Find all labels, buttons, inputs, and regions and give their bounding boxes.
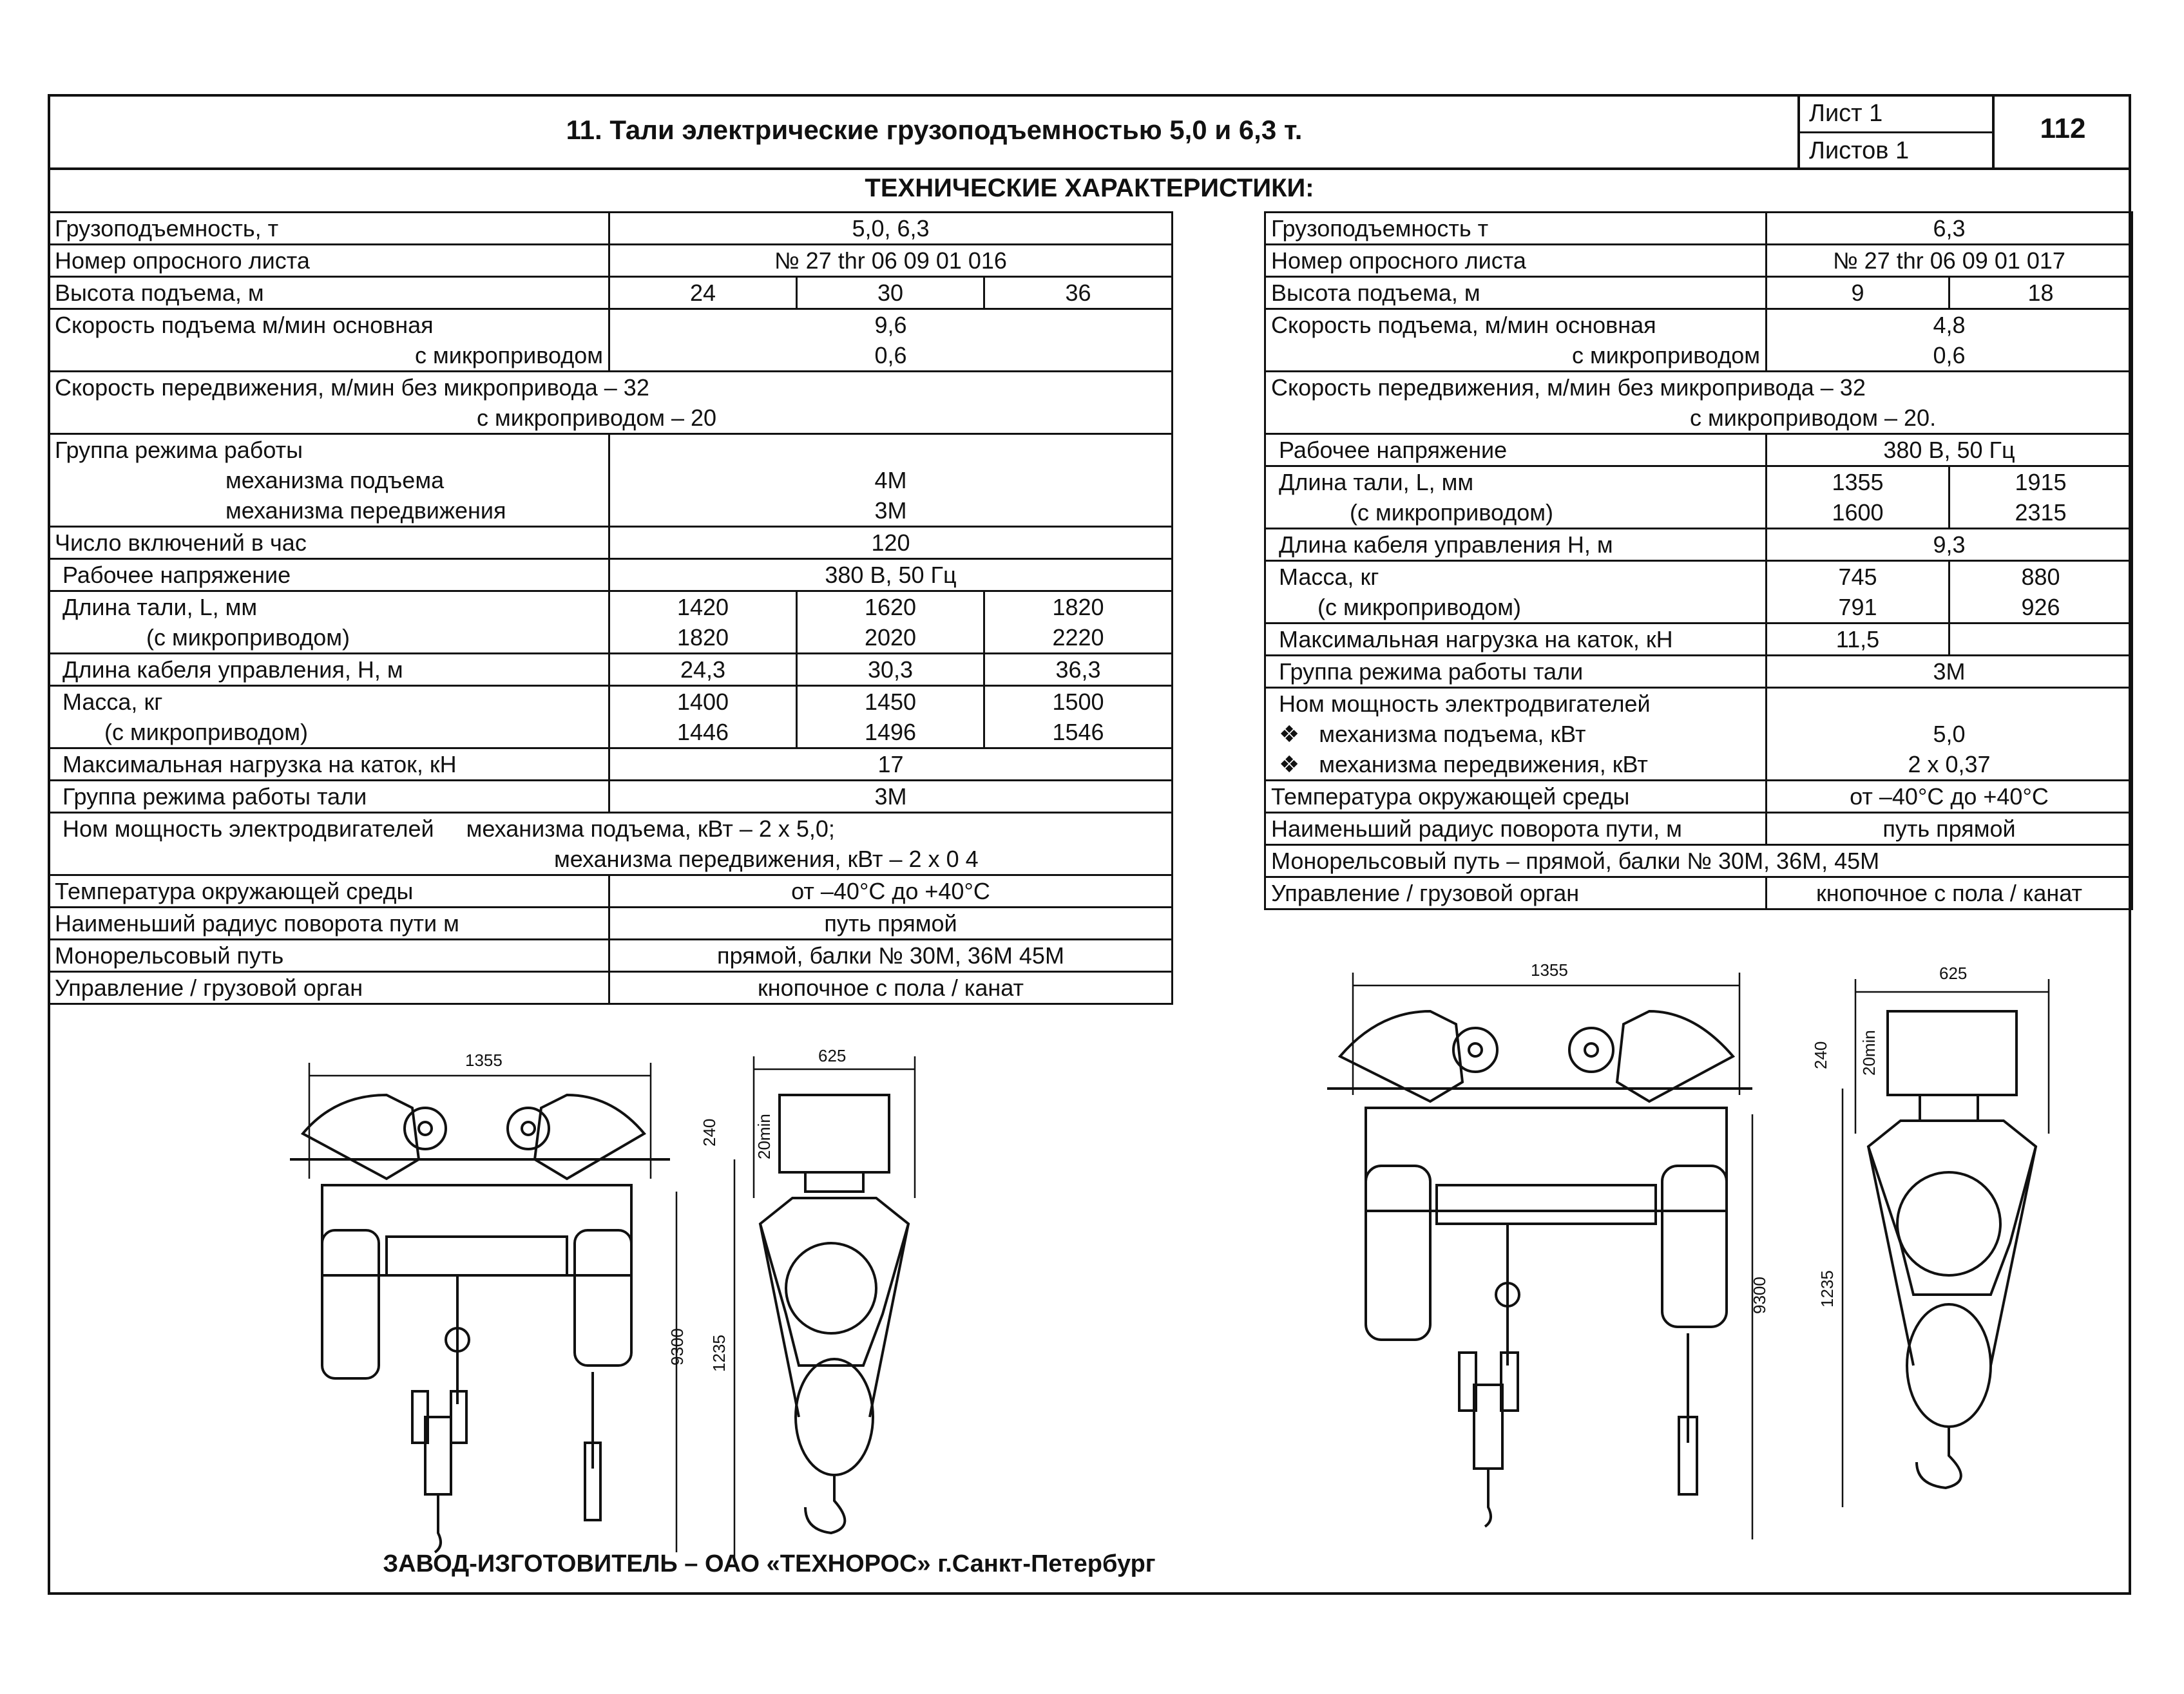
row-value: 24,3: [609, 654, 797, 686]
row-label: Температура окружающей среды: [49, 875, 609, 908]
row-sublabel: с микроприводом – 20: [477, 404, 717, 431]
row-label: Группа режима работы тали: [1265, 656, 1767, 688]
row-label: Скорость подъема м/мин основная: [55, 312, 434, 338]
row-value: № 27 thr 06 09 01 017: [1767, 245, 2132, 277]
row-label: Максимальная нагрузка на каток, кН: [1265, 623, 1767, 656]
row-label: Группа режима работы: [55, 437, 303, 463]
row-value: 17: [609, 748, 1173, 781]
page-number: 112: [2040, 113, 2086, 144]
row-value: 2 х 0,37: [1908, 751, 1991, 777]
row-value: 880: [2021, 564, 2060, 590]
row-value: 2220: [1052, 624, 1104, 651]
row-value: 120: [609, 527, 1173, 559]
row-sublabel: механизма передвижения: [225, 497, 506, 524]
row-label: Грузоподъемность т: [1265, 213, 1767, 245]
row-value: кнопочное с пола / канат: [1767, 877, 2132, 909]
row-label: Грузоподъемность, т: [49, 213, 609, 245]
left-side-height-dim: 1235: [709, 1335, 729, 1372]
left-front-view: [290, 1051, 687, 1552]
row-value: 745: [1838, 564, 1877, 590]
right-front-width-dim: 1355: [1531, 960, 1568, 980]
right-side-height-dim: 1235: [1817, 1270, 1837, 1308]
right-side-width-dim: 625: [1939, 964, 1968, 983]
row-label: Управление / грузовой орган: [49, 972, 609, 1004]
row-label: Управление / грузовой орган: [1265, 877, 1767, 909]
row-label: Максимальная нагрузка на каток, кН: [49, 748, 609, 781]
row-value: 30,3: [797, 654, 984, 686]
row-value: 3М: [874, 497, 907, 524]
section-title: ТЕХНИЧЕСКИЕ ХАРАКТЕРИСТИКИ:: [865, 174, 1314, 202]
bullet-icon: ❖: [1279, 751, 1300, 777]
row-value: 1915: [2015, 469, 2067, 495]
row-value: от –40°С до +40°С: [609, 875, 1173, 908]
row-sublabel: механизма подъема: [225, 467, 445, 493]
row-label: Масса, кг: [1279, 564, 1379, 590]
row-value: от –40°С до +40°С: [1767, 781, 2132, 813]
row-value: 9,6: [874, 312, 907, 338]
row-value: 1446: [676, 719, 729, 745]
row-value: 4М: [874, 467, 907, 493]
row-value: 6,3: [1767, 213, 2132, 245]
left-side-top-dim: 240: [700, 1118, 719, 1147]
row-value: 36,3: [984, 654, 1173, 686]
row-value: 1496: [864, 719, 917, 745]
row-value: 24: [609, 277, 797, 309]
row-sublabel: (с микроприводом): [104, 719, 308, 745]
row-value: 1420: [676, 594, 729, 620]
row-sublabel: (с микроприводом): [1317, 594, 1521, 620]
row-sublabel: (с микроприводом): [146, 624, 350, 651]
row-label: Длина кабеля управления, Н, м: [49, 654, 609, 686]
row-label: Высота подъема, м: [1265, 277, 1767, 309]
row-label: Скорость передвижения, м/мин без микропривода – 32: [55, 374, 649, 401]
left-front-width-dim: 1355: [465, 1051, 503, 1070]
row-value: 36: [984, 277, 1173, 309]
row-value: 1820: [676, 624, 729, 651]
row-value: 380 В, 50 Гц: [609, 559, 1173, 591]
row-value: 1820: [1052, 594, 1104, 620]
row-sublabel: с микроприводом – 20.: [1690, 404, 1937, 431]
row-value: 2020: [864, 624, 917, 651]
row-value: кнопочное с пола / канат: [609, 972, 1173, 1004]
row-value: 3М: [609, 781, 1173, 813]
row-label: Ном мощность электродвигателей: [62, 815, 434, 842]
manufacturer-footer: ЗАВОД-ИЗГОТОВИТЕЛЬ – ОАО «ТЕХНОРОС» г.Санкт-Петербург: [383, 1550, 1156, 1577]
right-side-min-dim: 20min: [1859, 1030, 1879, 1076]
row-label: Длина тали, L, мм: [1279, 469, 1474, 495]
row-value: механизма передвижения, кВт – 2 х 0 4: [554, 846, 979, 872]
row-value: 1500: [1052, 689, 1104, 715]
row-label: Рабочее напряжение: [1265, 434, 1767, 466]
row-value: 380 В, 50 Гц: [1767, 434, 2132, 466]
right-front-view: [1327, 960, 1769, 1539]
row-label: Рабочее напряжение: [49, 559, 609, 591]
bullet-icon: ❖: [1279, 721, 1300, 747]
row-sublabel: механизма передвижения, кВт: [1319, 751, 1648, 777]
left-side-width-dim: 625: [818, 1046, 847, 1065]
page-title: 11. Тали электрические грузоподъемностью 5,0 и 6,3 т.: [566, 115, 1303, 145]
row-label: Масса, кг: [62, 689, 163, 715]
row-value: 1600: [1832, 499, 1884, 526]
right-side-view: [1811, 964, 2049, 1507]
row-value: 11,5: [1767, 623, 1949, 656]
row-label: Монорельсовый путь – прямой, балки № 30М, 36М, 45М: [1265, 845, 2132, 877]
row-value: 4,8: [1933, 312, 1966, 338]
row-label: Высота подъема, м: [49, 277, 609, 309]
sheets-label: Листов 1: [1809, 137, 1910, 164]
row-label: Ном мощность электродвигателей: [1279, 690, 1651, 717]
row-value: 0,6: [874, 342, 907, 368]
row-value: 5,0: [1933, 721, 1966, 747]
row-value: 3М: [1767, 656, 2132, 688]
row-label: Температура окружающей среды: [1265, 781, 1767, 813]
row-value: 1450: [864, 689, 917, 715]
row-sublabel: с микроприводом: [1571, 342, 1760, 368]
row-value: путь прямой: [609, 908, 1173, 940]
row-label: Скорость подъема, м/мин основная: [1271, 312, 1656, 338]
row-value: 1620: [864, 594, 917, 620]
row-sublabel: с микроприводом: [414, 342, 603, 368]
row-value: 18: [1949, 277, 2132, 309]
row-label: Номер опросного листа: [49, 245, 609, 277]
row-value: механизма подъема, кВт – 2 х 5,0;: [466, 815, 835, 842]
row-value: 30: [797, 277, 984, 309]
right-side-top-dim: 240: [1811, 1041, 1830, 1069]
row-label: Число включений в час: [49, 527, 609, 559]
row-label: Длина кабеля управления Н, м: [1265, 529, 1767, 561]
row-sublabel: механизма подъема, кВт: [1319, 721, 1586, 747]
left-side-view: [700, 1046, 915, 1559]
row-value: 5,0, 6,3: [609, 213, 1173, 245]
row-value: 1400: [676, 689, 729, 715]
row-value: путь прямой: [1767, 813, 2132, 845]
row-value: 1546: [1052, 719, 1104, 745]
row-value: 0,6: [1933, 342, 1966, 368]
row-value: 2315: [2015, 499, 2067, 526]
row-label: Номер опросного листа: [1265, 245, 1767, 277]
left-side-min-dim: 20min: [754, 1114, 774, 1159]
row-label: Группа режима работы тали: [49, 781, 609, 813]
row-label: Монорельсовый путь: [49, 940, 609, 972]
row-value: 791: [1838, 594, 1877, 620]
row-value: 926: [2021, 594, 2060, 620]
row-value: прямой, балки № 30М, 36М 45М: [609, 940, 1173, 972]
row-label: Длина тали, L, мм: [62, 594, 258, 620]
sheet-label: Лист 1: [1809, 100, 1883, 127]
row-label: Наименьший радиус поворота пути м: [49, 908, 609, 940]
row-value: № 27 thr 06 09 01 016: [609, 245, 1173, 277]
row-value: 9,3: [1767, 529, 2132, 561]
row-label: Скорость передвижения, м/мин без микропривода – 32: [1271, 374, 1866, 401]
row-value: 1355: [1832, 469, 1884, 495]
right-front-height-dim: 9300: [1750, 1277, 1769, 1314]
row-value: 9: [1767, 277, 1949, 309]
left-front-height-dim: 9300: [667, 1328, 687, 1366]
row-label: Наименьший радиус поворота пути, м: [1265, 813, 1767, 845]
row-sublabel: (с микроприводом): [1350, 499, 1553, 526]
